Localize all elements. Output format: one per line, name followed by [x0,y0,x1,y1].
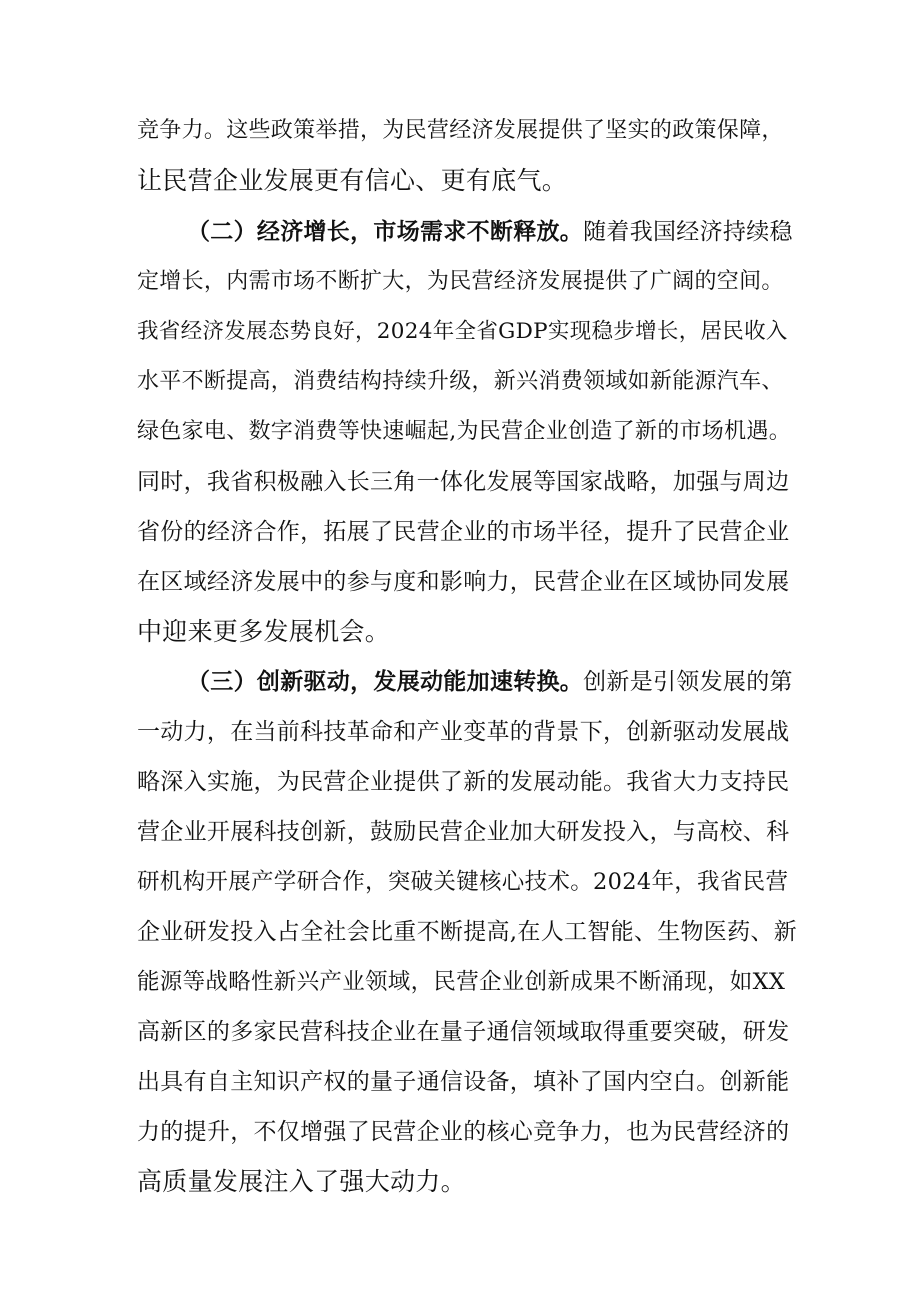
paragraph-3-line: 出具有自主知识产权的量子通信设备，填补了国内空白。创新能 [137,1069,790,1095]
paragraph-3-line-1-text: 创新是引领发展的第 [583,669,793,695]
paragraph-3-line: 略深入实施，为民营企业提供了新的发展动能。我省大力支持民 [137,769,790,795]
section-heading-2: （二）经济增长，市场需求不断释放。 [187,218,584,245]
paragraph-2-line: 在区域经济发展中的参与度和影响力，民营企业在区域协同发展 [137,569,790,595]
paragraph-3-line: 高新区的多家民营科技企业在量子通信领域取得重要突破，研发 [137,1019,790,1045]
paragraph-2-line-1 [187,212,797,252]
paragraph-2-line: 同时，我省积极融入长三角一体化发展等国家战略，加强与周边 [137,469,790,495]
paragraph-3-line: 研机构开展产学研合作，突破关键核心技术。2024年，我省民营 [137,869,789,895]
paragraph-3-line: 力的提升，不仅增强了民营企业的核心竞争力，也为民营经济的 [137,1119,790,1145]
paragraph-3-line: 一动力，在当前科技革命和产业变革的背景下，创新驱动发展战 [137,719,790,745]
paragraph-1-line-2: 让民营企业发展更有信心、更有底气。 [137,166,568,195]
paragraph-2-line: 定增长，内需市场不断扩大，为民营经济发展提供了广阔的空间。 [137,269,784,294]
paragraph-2-line: 省份的经济合作，拓展了民营企业的市场半径，提升了民营企业 [137,519,790,545]
paragraph-2-line: 绿色家电、数字消费等快速崛起,为民营企业创造了新的市场机遇。 [137,419,791,444]
paragraph-2-line: 水平不断提高，消费结构持续升级，新兴消费领域如新能源汽车、 [137,369,784,394]
section-heading-3: （三）创新驱动，发展动能加速转换。 [187,668,584,695]
paragraph-2-line: 中迎来更多发展机会。 [137,617,391,646]
paragraph-3-line: 企业研发投入占全社会比重不断提高,在人工智能、生物医药、新 [137,919,798,945]
paragraph-3-line-1 [187,662,797,702]
paragraph-3-line: 营企业开展科技创新，鼓励民营企业加大研发投入，与高校、科 [137,819,790,845]
paragraph-1-line-1: 竞争力。这些政策举措，为民营经济发展提供了坚实的政策保障， [137,118,784,143]
paragraph-3-line: 能源等战略性新兴产业领域，民营企业创新成果不断涌现，如XX [137,969,786,995]
paragraph-2-line: 我省经济发展态势良好，2024年全省GDP实现稳步增长，居民收入 [137,319,788,344]
paragraph-2-line-1-text: 随着我国经济持续稳 [583,219,793,245]
paragraph-3-line: 高质量发展注入了强大动力。 [137,1167,466,1196]
